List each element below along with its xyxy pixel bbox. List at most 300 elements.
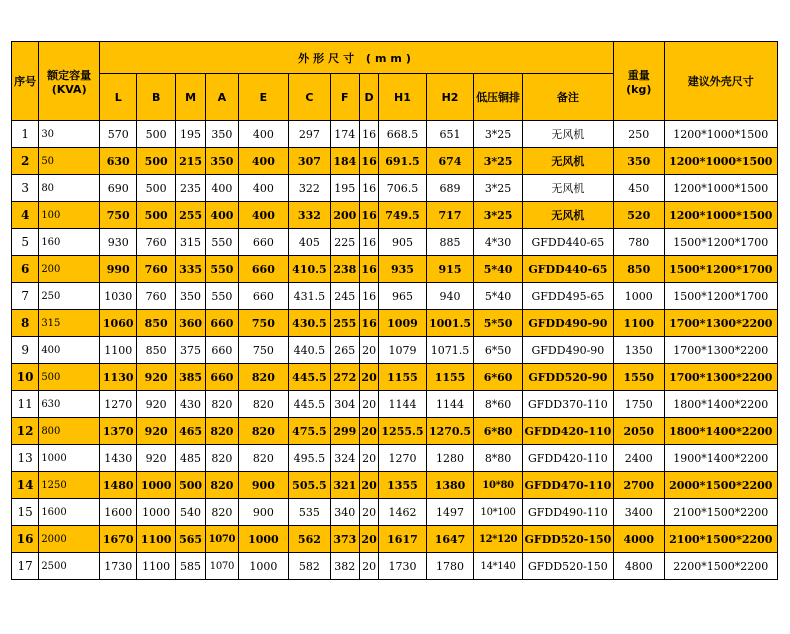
table-cell: 10*80 — [474, 472, 523, 499]
table-cell: 535 — [289, 499, 330, 526]
table-cell: 265 — [330, 337, 359, 364]
table-cell: 400 — [238, 148, 289, 175]
table-cell: 255 — [330, 310, 359, 337]
table-cell: GFDD440-65 — [522, 256, 613, 283]
table-cell: 1730 — [100, 553, 137, 580]
table-cell: 660 — [238, 229, 289, 256]
table-cell: 8*80 — [474, 445, 523, 472]
table-cell: GFDD470-110 — [522, 472, 613, 499]
table-cell: 332 — [289, 202, 330, 229]
table-cell: 905 — [379, 229, 427, 256]
table-cell: 340 — [330, 499, 359, 526]
table-cell: 335 — [175, 256, 205, 283]
table-cell: 565 — [175, 526, 205, 553]
table-cell: 1700*1300*2200 — [664, 337, 777, 364]
table-cell: 1200*1000*1500 — [664, 148, 777, 175]
table-cell: 550 — [206, 256, 238, 283]
table-cell: 16 — [359, 256, 378, 283]
table-cell: 706.5 — [379, 175, 427, 202]
table-cell: 1270 — [100, 391, 137, 418]
table-cell: 920 — [137, 364, 175, 391]
table-cell: 385 — [175, 364, 205, 391]
table-cell: 200 — [330, 202, 359, 229]
table-cell: 1355 — [379, 472, 427, 499]
table-cell: 321 — [330, 472, 359, 499]
table-cell: 1270.5 — [426, 418, 474, 445]
table-cell: 16 — [359, 283, 378, 310]
header-col: H1 — [379, 74, 427, 121]
header-weight-unit: (kg) — [626, 82, 652, 96]
table-cell: 8 — [12, 310, 39, 337]
table-cell: 6*50 — [474, 337, 523, 364]
table-cell: 1100 — [137, 526, 175, 553]
table-cell: 1071.5 — [426, 337, 474, 364]
table-cell: 无风机 — [522, 148, 613, 175]
table-cell: 195 — [330, 175, 359, 202]
header-col: 低压铜排 — [474, 74, 523, 121]
header-col: D — [359, 74, 378, 121]
table-cell: 20 — [359, 472, 378, 499]
table-cell: 820 — [206, 499, 238, 526]
table-cell: 475.5 — [289, 418, 330, 445]
table-cell: 500 — [137, 121, 175, 148]
table-cell: 3 — [12, 175, 39, 202]
table-cell: 660 — [238, 283, 289, 310]
header-col: M — [175, 74, 205, 121]
table-cell: 1480 — [100, 472, 137, 499]
table-cell: GFDD490-110 — [522, 499, 613, 526]
table-cell: GFDD490-90 — [522, 310, 613, 337]
table-cell: 184 — [330, 148, 359, 175]
table-cell: 400 — [39, 337, 100, 364]
table-cell: 668.5 — [379, 121, 427, 148]
table-cell: 1000 — [613, 283, 664, 310]
table-row — [12, 445, 778, 472]
table-cell: 1070 — [206, 553, 238, 580]
table-row — [12, 121, 778, 148]
table-cell: 495.5 — [289, 445, 330, 472]
header-col: F — [330, 74, 359, 121]
table-cell: 250 — [613, 121, 664, 148]
table-cell: 5 — [12, 229, 39, 256]
table-cell: 无风机 — [522, 121, 613, 148]
table-cell: 360 — [175, 310, 205, 337]
table-cell: 582 — [289, 553, 330, 580]
table-row — [12, 364, 778, 391]
table-cell: 1617 — [379, 526, 427, 553]
table-cell: 820 — [206, 391, 238, 418]
table-cell: 2100*1500*2200 — [664, 499, 777, 526]
table-cell: 20 — [359, 499, 378, 526]
table-cell: 440.5 — [289, 337, 330, 364]
table-row — [12, 499, 778, 526]
table-cell: 1009 — [379, 310, 427, 337]
table-cell: 14*140 — [474, 553, 523, 580]
table-cell: 4800 — [613, 553, 664, 580]
header-col: L — [100, 74, 137, 121]
table-cell: 1900*1400*2200 — [664, 445, 777, 472]
table-cell: 1750 — [613, 391, 664, 418]
table-cell: 430 — [175, 391, 205, 418]
table-cell: 820 — [206, 445, 238, 472]
table-cell: 410.5 — [289, 256, 330, 283]
table-cell: 225 — [330, 229, 359, 256]
table-row — [12, 337, 778, 364]
table-cell: 1800*1400*2200 — [664, 418, 777, 445]
table-cell: 373 — [330, 526, 359, 553]
table-row — [12, 391, 778, 418]
table-cell: 1800*1400*2200 — [664, 391, 777, 418]
table-cell: 540 — [175, 499, 205, 526]
table-cell: 920 — [137, 391, 175, 418]
table-cell: 1250 — [39, 472, 100, 499]
table-cell: 1430 — [100, 445, 137, 472]
table-cell: 1060 — [100, 310, 137, 337]
table-cell: GFDD440-65 — [522, 229, 613, 256]
table-cell: 6*80 — [474, 418, 523, 445]
table-cell: 850 — [613, 256, 664, 283]
table-cell: 9 — [12, 337, 39, 364]
table-cell: 400 — [206, 202, 238, 229]
table-cell: GFDD520-90 — [522, 364, 613, 391]
table-cell: 3*25 — [474, 202, 523, 229]
table-cell: 750 — [238, 337, 289, 364]
table-cell: GFDD495-65 — [522, 283, 613, 310]
table-cell: 375 — [175, 337, 205, 364]
table-row — [12, 148, 778, 175]
table-cell: 80 — [39, 175, 100, 202]
table-cell: 1462 — [379, 499, 427, 526]
table-cell: 304 — [330, 391, 359, 418]
table-cell: 445.5 — [289, 391, 330, 418]
table-row — [12, 526, 778, 553]
table-cell: 235 — [175, 175, 205, 202]
table-cell: 1600 — [100, 499, 137, 526]
table-cell: 2400 — [613, 445, 664, 472]
table-cell: GFDD490-90 — [522, 337, 613, 364]
table-cell: 2200*1500*2200 — [664, 553, 777, 580]
table-cell: 20 — [359, 364, 378, 391]
table-cell: 965 — [379, 283, 427, 310]
table-cell: 50 — [39, 148, 100, 175]
table-cell: 750 — [100, 202, 137, 229]
table-cell: 1730 — [379, 553, 427, 580]
header-col: H2 — [426, 74, 474, 121]
table-cell: 8*60 — [474, 391, 523, 418]
table-cell: 382 — [330, 553, 359, 580]
table-cell: 660 — [206, 364, 238, 391]
table-cell: 20 — [359, 526, 378, 553]
table-cell: 5*40 — [474, 256, 523, 283]
header-capacity-unit: (KVA) — [51, 82, 87, 96]
table-cell: 717 — [426, 202, 474, 229]
header-col: B — [137, 74, 175, 121]
table-cell: 255 — [175, 202, 205, 229]
table-cell: 630 — [100, 148, 137, 175]
table-cell: 272 — [330, 364, 359, 391]
table-cell: 1070 — [206, 526, 238, 553]
table-cell: 850 — [137, 310, 175, 337]
table-cell: 400 — [206, 175, 238, 202]
table-cell: 20 — [359, 445, 378, 472]
table-cell: 400 — [238, 121, 289, 148]
table-cell: 1000 — [137, 499, 175, 526]
table-cell: 7 — [12, 283, 39, 310]
table-cell: 3*25 — [474, 121, 523, 148]
table-cell: 660 — [238, 256, 289, 283]
table-cell: GFDD420-110 — [522, 418, 613, 445]
table-cell: 431.5 — [289, 283, 330, 310]
table-cell: 450 — [613, 175, 664, 202]
table-cell: 1280 — [426, 445, 474, 472]
table-cell: 1670 — [100, 526, 137, 553]
table-cell: 5*40 — [474, 283, 523, 310]
table-cell: 2000*1500*2200 — [664, 472, 777, 499]
table-cell: 1600 — [39, 499, 100, 526]
header-dimensions — [100, 42, 614, 74]
table-cell: 10*100 — [474, 499, 523, 526]
table-cell: 990 — [100, 256, 137, 283]
table-cell: 505.5 — [289, 472, 330, 499]
table-cell: 430.5 — [289, 310, 330, 337]
table-cell: 690 — [100, 175, 137, 202]
table-cell: 2000 — [39, 526, 100, 553]
table-cell: 1700*1300*2200 — [664, 310, 777, 337]
table-cell: 1200*1000*1500 — [664, 202, 777, 229]
table-cell: 无风机 — [522, 202, 613, 229]
table-cell: 920 — [137, 418, 175, 445]
table-row — [12, 202, 778, 229]
table-cell: 1200*1000*1500 — [664, 121, 777, 148]
table-cell: 550 — [206, 229, 238, 256]
table-cell: 无风机 — [522, 175, 613, 202]
table-cell: 160 — [39, 229, 100, 256]
table-cell: 1700*1300*2200 — [664, 364, 777, 391]
table-cell: 465 — [175, 418, 205, 445]
table-cell: 315 — [175, 229, 205, 256]
table-cell: 689 — [426, 175, 474, 202]
table-cell: 1350 — [613, 337, 664, 364]
table-cell: 500 — [137, 202, 175, 229]
table-cell: 4000 — [613, 526, 664, 553]
table-cell: 20 — [359, 553, 378, 580]
table-cell: 820 — [206, 472, 238, 499]
table-cell: 2700 — [613, 472, 664, 499]
table-cell: GFDD520-150 — [522, 553, 613, 580]
table-cell: 400 — [238, 202, 289, 229]
table-cell: 1780 — [426, 553, 474, 580]
table-cell: 4 — [12, 202, 39, 229]
table-cell: 3*25 — [474, 175, 523, 202]
header-weight — [613, 42, 664, 121]
table-cell: 651 — [426, 121, 474, 148]
table-cell: GFDD520-150 — [522, 526, 613, 553]
table-cell: 405 — [289, 229, 330, 256]
table-cell: 1000 — [238, 526, 289, 553]
table-cell: 500 — [39, 364, 100, 391]
table-cell: 238 — [330, 256, 359, 283]
table-cell: 14 — [12, 472, 39, 499]
table-cell: GFDD420-110 — [522, 445, 613, 472]
table-cell: 930 — [100, 229, 137, 256]
table-cell: 1001.5 — [426, 310, 474, 337]
table-cell: 1100 — [613, 310, 664, 337]
table-cell: 550 — [206, 283, 238, 310]
table-cell: 800 — [39, 418, 100, 445]
header-capacity — [39, 42, 100, 121]
transformer-spec-table — [11, 41, 778, 580]
table-cell: 820 — [238, 364, 289, 391]
table-cell: 1100 — [137, 553, 175, 580]
table-cell: 16 — [12, 526, 39, 553]
table-cell: 20 — [359, 391, 378, 418]
table-cell: 350 — [206, 148, 238, 175]
header-enclosure: 建议外壳尺寸 — [664, 42, 777, 121]
header-col: A — [206, 74, 238, 121]
table-cell: 1200*1000*1500 — [664, 175, 777, 202]
table-cell: 760 — [137, 256, 175, 283]
table-row — [12, 283, 778, 310]
table-cell: 16 — [359, 175, 378, 202]
table-cell: 322 — [289, 175, 330, 202]
table-cell: 1100 — [100, 337, 137, 364]
table-cell: 1130 — [100, 364, 137, 391]
table-cell: 16 — [359, 121, 378, 148]
table-cell: 6 — [12, 256, 39, 283]
table-cell: 2100*1500*2200 — [664, 526, 777, 553]
table-cell: 1155 — [426, 364, 474, 391]
table-cell: 1370 — [100, 418, 137, 445]
table-cell: 750 — [238, 310, 289, 337]
table-cell: 1030 — [100, 283, 137, 310]
table-cell: 1000 — [137, 472, 175, 499]
table-cell: 20 — [359, 337, 378, 364]
table-cell: 16 — [359, 202, 378, 229]
table-cell: 920 — [137, 445, 175, 472]
table-cell: 1000 — [39, 445, 100, 472]
table-cell: 12 — [12, 418, 39, 445]
table-cell: 2500 — [39, 553, 100, 580]
table-cell: 15 — [12, 499, 39, 526]
header-col: 备注 — [522, 74, 613, 121]
table-cell: 350 — [175, 283, 205, 310]
table-cell: 820 — [238, 418, 289, 445]
table-cell: 3400 — [613, 499, 664, 526]
table-cell: 1380 — [426, 472, 474, 499]
table-cell: 660 — [206, 337, 238, 364]
table-cell: 16 — [359, 310, 378, 337]
table-cell: 195 — [175, 121, 205, 148]
table-cell: 315 — [39, 310, 100, 337]
table-cell: 350 — [206, 121, 238, 148]
table-cell: 1270 — [379, 445, 427, 472]
table-cell: 915 — [426, 256, 474, 283]
table-cell: 4*30 — [474, 229, 523, 256]
header-weight-label: 重量 — [627, 68, 650, 82]
table-cell: 30 — [39, 121, 100, 148]
table-cell: 562 — [289, 526, 330, 553]
table-cell: 940 — [426, 283, 474, 310]
table-cell: 5*50 — [474, 310, 523, 337]
header-index: 序号 — [12, 42, 39, 121]
table-cell: 570 — [100, 121, 137, 148]
table-cell: 13 — [12, 445, 39, 472]
table-cell: 1500*1200*1700 — [664, 283, 777, 310]
header-dimensions-unit: (mm) — [365, 51, 415, 65]
table-cell: 174 — [330, 121, 359, 148]
table-cell: 17 — [12, 553, 39, 580]
table-row — [12, 553, 778, 580]
table-cell: 16 — [359, 148, 378, 175]
table-cell: 850 — [137, 337, 175, 364]
table-body — [12, 121, 778, 580]
table-cell: 1155 — [379, 364, 427, 391]
table-cell: 500 — [137, 148, 175, 175]
table-cell: 585 — [175, 553, 205, 580]
table-cell: 297 — [289, 121, 330, 148]
table-cell: 749.5 — [379, 202, 427, 229]
table-cell: 935 — [379, 256, 427, 283]
table-cell: 11 — [12, 391, 39, 418]
header-capacity-label: 额定容量 — [47, 68, 92, 82]
table-cell: 630 — [39, 391, 100, 418]
table-row — [12, 310, 778, 337]
table-cell: 1497 — [426, 499, 474, 526]
table-cell: 1144 — [379, 391, 427, 418]
table-cell: 1255.5 — [379, 418, 427, 445]
table-cell: 1079 — [379, 337, 427, 364]
table-cell: 350 — [613, 148, 664, 175]
table-cell: 1 — [12, 121, 39, 148]
table-cell: 12*120 — [474, 526, 523, 553]
table-cell: 200 — [39, 256, 100, 283]
table-cell: 245 — [330, 283, 359, 310]
table-cell: 820 — [238, 391, 289, 418]
table-cell: 1550 — [613, 364, 664, 391]
table-cell: 445.5 — [289, 364, 330, 391]
table-cell: 16 — [359, 229, 378, 256]
table-cell: 1500*1200*1700 — [664, 256, 777, 283]
table-cell: 20 — [359, 418, 378, 445]
table-cell: 215 — [175, 148, 205, 175]
table-cell: 1500*1200*1700 — [664, 229, 777, 256]
header-col: E — [238, 74, 289, 121]
table-row — [12, 229, 778, 256]
table-row — [12, 175, 778, 202]
table-cell: 900 — [238, 499, 289, 526]
table-cell: 307 — [289, 148, 330, 175]
table-cell: 674 — [426, 148, 474, 175]
table-row — [12, 418, 778, 445]
table-cell: 660 — [206, 310, 238, 337]
table-cell: 820 — [238, 445, 289, 472]
table-cell: 900 — [238, 472, 289, 499]
table-cell: 324 — [330, 445, 359, 472]
table-cell: 885 — [426, 229, 474, 256]
table-cell: 1647 — [426, 526, 474, 553]
table-cell: 100 — [39, 202, 100, 229]
table-cell: 1000 — [238, 553, 289, 580]
table-cell: 760 — [137, 229, 175, 256]
header-dimensions-label: 外形尺寸 — [298, 51, 359, 65]
table-row — [12, 472, 778, 499]
header-col: C — [289, 74, 330, 121]
table-cell: GFDD370-110 — [522, 391, 613, 418]
table-cell: 485 — [175, 445, 205, 472]
table-cell: 6*60 — [474, 364, 523, 391]
table-cell: 400 — [238, 175, 289, 202]
table-cell: 10 — [12, 364, 39, 391]
